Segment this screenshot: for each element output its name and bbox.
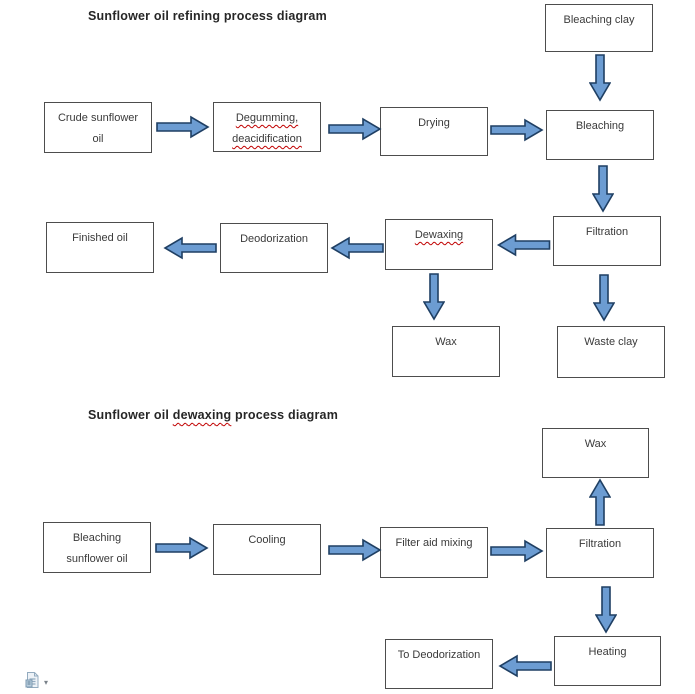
arrow-bleachingclay-to-bleaching bbox=[589, 54, 611, 102]
arrow-filtration-to-dewaxing bbox=[496, 233, 551, 257]
arrow-filtration-to-wasteclay bbox=[593, 272, 615, 324]
arrow-cooling-to-filteraid bbox=[328, 538, 382, 562]
node-drying: Drying bbox=[380, 107, 488, 156]
diagram2-title bbox=[88, 408, 338, 422]
node-waste-clay: Waste clay bbox=[557, 326, 665, 378]
arrow-heating-to-deodorization bbox=[498, 654, 552, 678]
node-bleaching-sunflower-oil: Bleaching sunflower oil bbox=[43, 522, 151, 573]
arrow-degumming-to-drying bbox=[328, 117, 382, 141]
node-crude-sunflower-oil: Crude sunflower oil bbox=[44, 102, 152, 153]
arrow-drying-to-bleaching bbox=[490, 118, 544, 142]
node-wax-1: Wax bbox=[392, 326, 500, 377]
paste-options-icon bbox=[25, 671, 40, 689]
node-wax-2: Wax bbox=[542, 428, 649, 478]
node-degumming-deacidification: Degumming, deacidification bbox=[213, 102, 321, 152]
node-heating: Heating bbox=[554, 636, 661, 686]
chevron-down-icon[interactable]: ▾ bbox=[44, 678, 49, 687]
arrow-bleaching-to-filtration bbox=[592, 165, 614, 213]
paste-options-button[interactable] bbox=[25, 671, 48, 689]
node-bleaching: Bleaching bbox=[546, 110, 654, 160]
arrow-crude-to-degumming bbox=[156, 115, 210, 139]
diagram2-title-pre: Sunflower oil bbox=[88, 408, 173, 422]
node-deodorization: Deodorization bbox=[220, 223, 328, 273]
arrow-bleachingoil-to-cooling bbox=[155, 536, 209, 560]
arrow-deodorization-to-finishedoil bbox=[163, 236, 217, 260]
arrow-filteraid-to-filtration bbox=[490, 539, 544, 563]
diagram1-title: Sunflower oil refining process diagram bbox=[88, 9, 327, 23]
diagram2-title-dewaxing: dewaxing bbox=[172, 408, 232, 422]
node-dewaxing: Dewaxing bbox=[385, 219, 493, 270]
node-to-deodorization: To Deodorization bbox=[385, 639, 493, 689]
node-bleaching-clay: Bleaching clay bbox=[545, 4, 653, 52]
node-filtration-2: Filtration bbox=[546, 528, 654, 578]
arrow-filtration-to-heating bbox=[595, 586, 617, 634]
node-finished-oil: Finished oil bbox=[46, 222, 154, 273]
arrow-dewaxing-to-wax bbox=[423, 271, 445, 323]
node-filter-aid-mixing: Filter aid mixing bbox=[380, 527, 488, 578]
arrow-filtration-to-wax2 bbox=[589, 478, 611, 526]
diagram2-title-post: process diagram bbox=[231, 408, 339, 422]
node-filtration-1: Filtration bbox=[553, 216, 661, 266]
node-cooling: Cooling bbox=[213, 524, 321, 575]
arrow-dewaxing-to-deodorization bbox=[330, 236, 384, 260]
